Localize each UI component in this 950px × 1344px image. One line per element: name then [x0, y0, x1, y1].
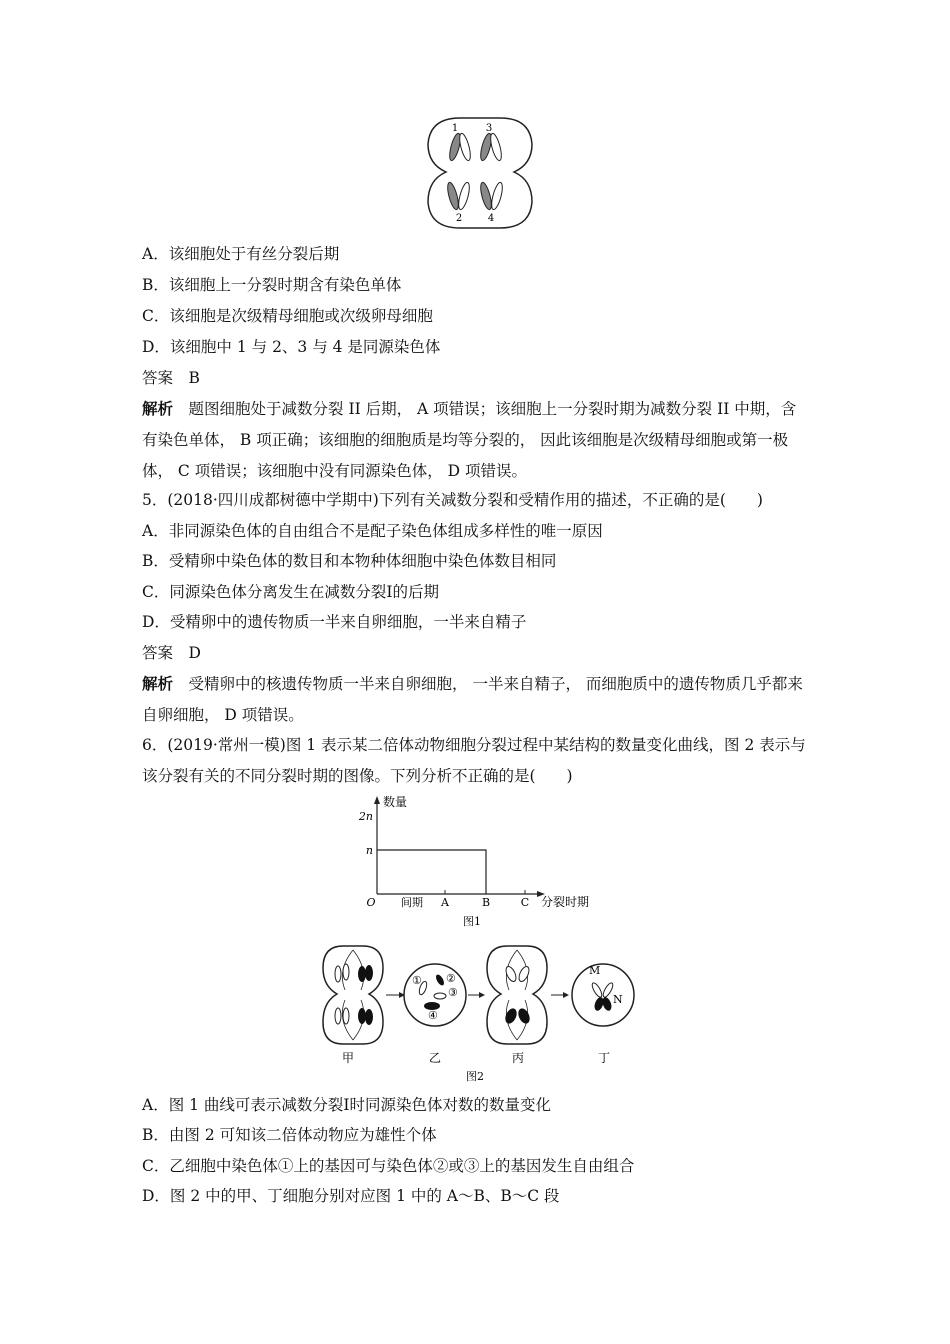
q4-option-d: D．该细胞中 1 与 2、3 与 4 是同源染色体	[142, 338, 441, 356]
q4-option-a: A．该细胞处于有丝分裂后期	[142, 245, 340, 263]
series-line-0	[377, 850, 486, 894]
y-axis-arrow	[374, 796, 380, 804]
cell-figure-q4	[420, 114, 540, 232]
q6-option-c: C．乙细胞中染色体①上的基因可与染色体②或③上的基因发生自由组合	[142, 1157, 635, 1175]
q6-option-b: B．由图 2 可知该二倍体动物应为雄性个体	[142, 1126, 437, 1144]
figure-2-caption: 图2	[466, 1070, 484, 1083]
answer-value: D	[188, 644, 201, 662]
q5-analysis	[142, 668, 810, 731]
arrow-3-head	[563, 992, 569, 998]
cell-label-bing: 丙	[511, 1051, 525, 1065]
q5-answer	[142, 643, 201, 663]
q5-option-a: A．非同源染色体的自由组合不是配子染色体组成多样性的唯一原因	[142, 522, 603, 540]
q6-option-a: A．图 1 曲线可表示减数分裂Ⅰ时同源染色体对数的数量变化	[142, 1096, 552, 1114]
answer-value: B	[188, 369, 200, 387]
figure-2-cells	[315, 940, 645, 1086]
answer-label: 答案	[142, 369, 174, 387]
cell-jia	[323, 946, 383, 1065]
q5-option-c: C．同源染色体分离发生在减数分裂Ⅰ的后期	[142, 583, 439, 601]
analysis-text: 受精卵中的核遗传物质一半来自卵细胞， 一半来自精子， 而细胞质中的遗传物质几乎都来自卵细胞， D 项错误。	[142, 675, 803, 724]
answer-label: 答案	[142, 644, 174, 662]
chromosome-1	[448, 132, 473, 161]
cell-bing	[487, 946, 547, 1065]
q4-answer	[142, 368, 200, 388]
chromosome-label-2: 2	[455, 213, 463, 224]
chromosome-label-3: 3	[485, 123, 493, 134]
x-tick-label-3: B	[481, 896, 491, 909]
arrow-2-head	[479, 992, 485, 998]
chromosome-3	[479, 132, 504, 161]
ding-marker-n: N	[613, 993, 623, 1006]
q4-analysis	[142, 393, 810, 487]
chromosome-label-1: 1	[451, 123, 459, 134]
x-tick-label-0: O	[366, 896, 376, 909]
q5-option-b: B．受精卵中染色体的数目和本物种体细胞中染色体数目相同	[142, 552, 557, 570]
q6-option-d: D．图 2 中的甲、丁细胞分别对应图 1 中的 A～B、B～C 段	[142, 1187, 560, 1205]
yi-marker-3: ③	[448, 986, 458, 999]
y-tick-label-0: 2n	[358, 810, 373, 823]
ding-marker-m: M	[589, 964, 601, 977]
figure-1-chart	[355, 792, 605, 932]
analysis-label: 解析	[142, 399, 174, 418]
q4-option-c: C．该细胞是次级精母细胞或次级卵母细胞	[142, 307, 433, 325]
q5-stem: 5．(2018·四川成都树德中学期中)下列有关减数分裂和受精作用的描述，不正确的是( )	[142, 491, 763, 509]
y-tick-label-1: n	[365, 844, 373, 857]
q5-option-d: D．受精卵中的遗传物质一半来自卵细胞，一半来自精子	[142, 613, 527, 631]
chromosome-2	[446, 181, 472, 210]
cell-label-ding: 丁	[597, 1051, 611, 1065]
cell-label-yi: 乙	[428, 1051, 442, 1065]
cell-label-jia: 甲	[341, 1051, 355, 1065]
y-axis-label: 数量	[383, 795, 408, 809]
x-axis-label: 分裂时期	[541, 895, 590, 909]
yi-marker-1: ①	[412, 974, 422, 987]
chromosome-label-4: 4	[487, 213, 495, 224]
analysis-text: 题图细胞处于减数分裂 II 后期， A 项错误；该细胞上一分裂时期为减数分裂 II 中期，含有染色单体， B 项正确；该细胞的细胞质是均等分裂的， 因此该细胞是次级精母细胞或第一极体， C 项错误；该细胞中没有同源染色体， D 项错误。	[142, 400, 797, 480]
chromosome-4	[479, 181, 505, 210]
q6-stem: 6．(2019·常州一模)图 1 表示某二倍体动物细胞分裂过程中某结构的数量变化曲线，图 2 表示与该分裂有关的不同分裂时期的图像。下列分析不正确的是( )	[142, 736, 806, 785]
analysis-label: 解析	[142, 674, 174, 693]
x-tick-label-1: 间期	[401, 896, 423, 909]
cell-yi	[404, 964, 466, 1065]
x-tick-label-4: C	[520, 896, 530, 909]
yi-marker-2: ②	[446, 972, 456, 985]
chart-title: 图1	[463, 915, 481, 928]
yi-marker-4: ④	[428, 1009, 438, 1022]
cell-ding	[572, 964, 634, 1065]
x-tick-label-2: A	[441, 896, 449, 909]
q4-option-b: B．该细胞上一分裂时期含有染色单体	[142, 276, 402, 294]
